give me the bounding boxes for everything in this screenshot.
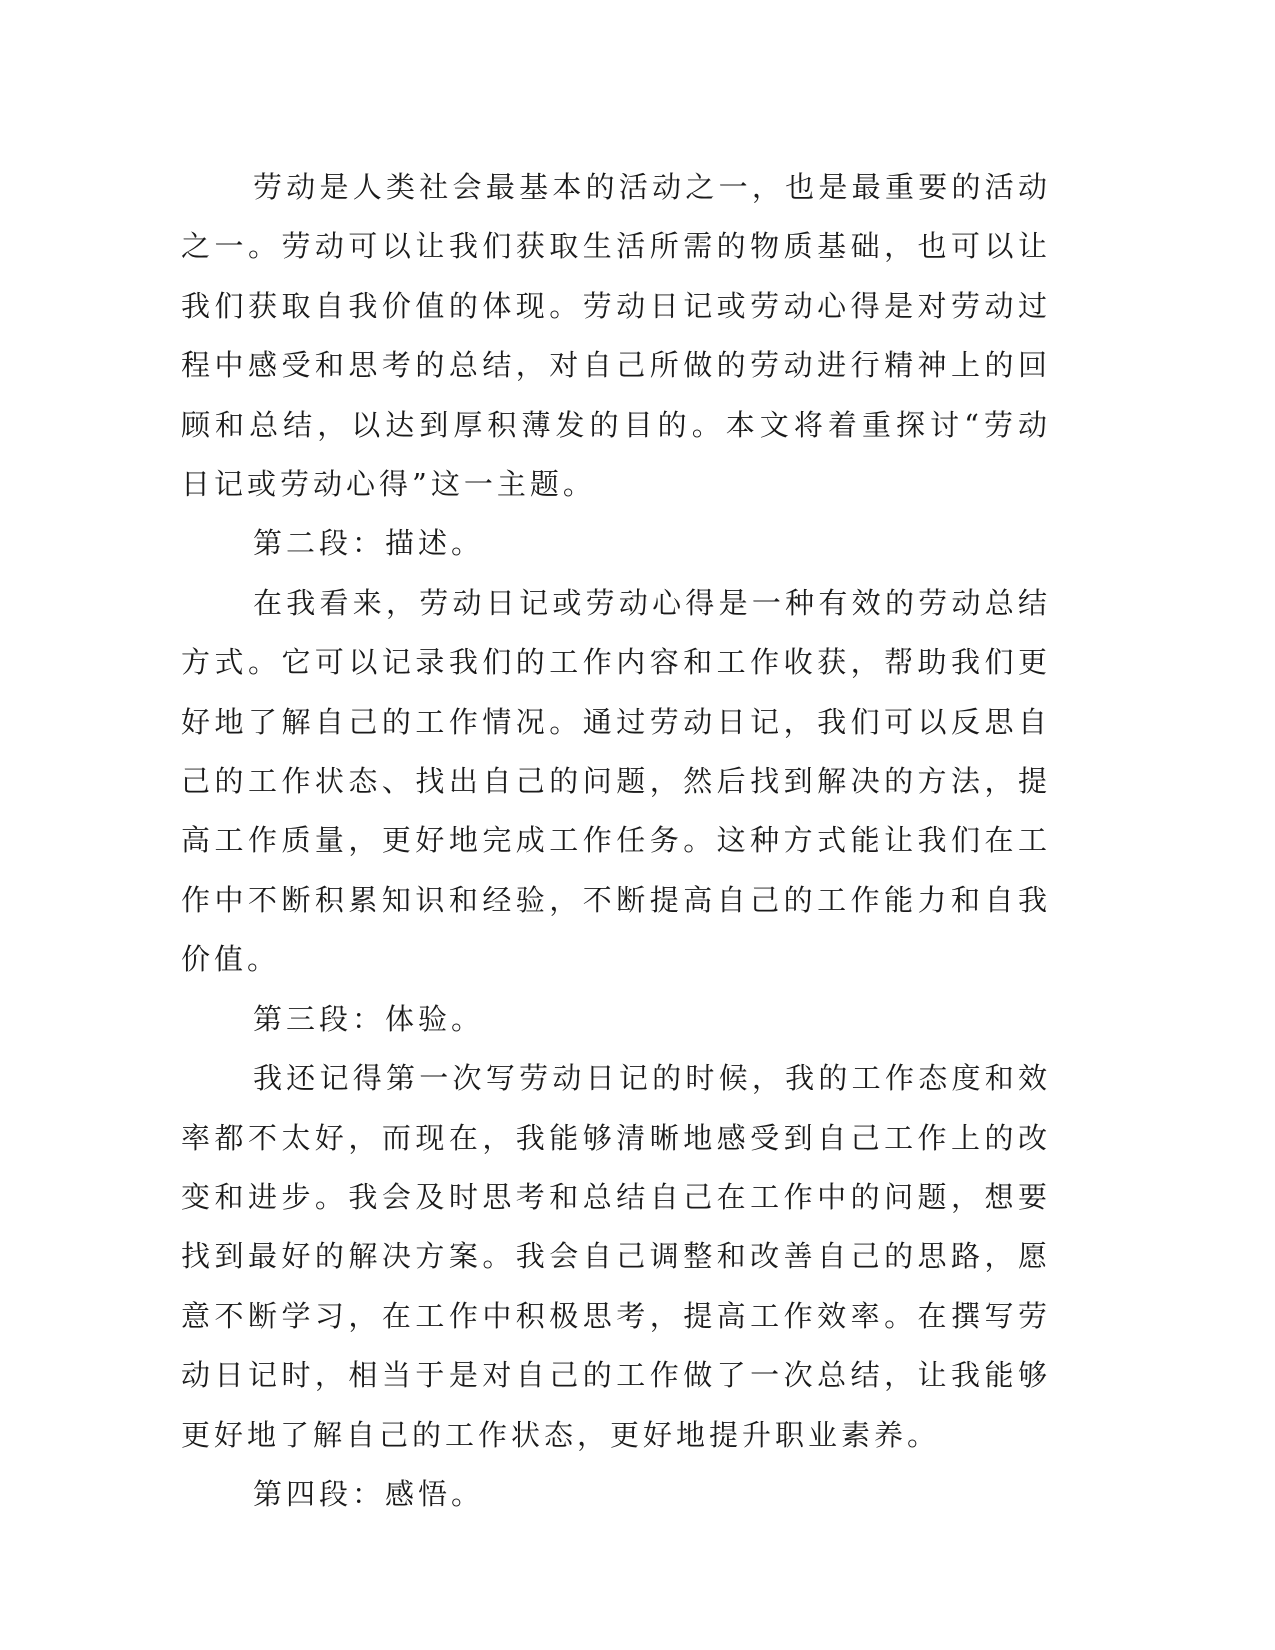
section-heading-4: 第四段：感悟。 (253, 1476, 485, 1511)
experience-paragraph: 我还记得第一次写劳动日记的时候，我的工作态度和效率都不太好，而现在，我能够清晰地感受到自己工作上的改变和进步。我会及时思考和总结自己在工作中的问题，想要找到最好的解决方案。我会自己调整和改善自己的思路，愿意不断学习，在工作中积极思考，提高工作效率。在撰写劳动日记时，相当于是对自己的工作做了一次总结，让我能够更好地了解自己的工作状态，更好地提升职业素养。 (181, 1061, 1051, 1452)
intro-paragraph: 劳动是人类社会最基本的活动之一，也是最重要的活动之一。劳动可以让我们获取生活所需的物质基础，也可以让我们获取自我价值的体现。劳动日记或劳动心得是对劳动过程中感受和思考的总结，对自己所做的劳动进行精神上的回顾和总结，以达到厚积薄发的目的。本文将着重探讨“劳动日记或劳动心得”这一主题。 (181, 170, 1051, 502)
section-heading-2: 第二段：描述。 (253, 526, 485, 561)
section-heading-3: 第三段：体验。 (253, 1001, 485, 1036)
document-body (181, 158, 1051, 1524)
description-paragraph: 在我看来，劳动日记或劳动心得是一种有效的劳动总结方式。它可以记录我们的工作内容和工作收获，帮助我们更好地了解自己的工作情况。通过劳动日记，我们可以反思自己的工作状态、找出自己的问题，然后找到解决的方法，提高工作质量，更好地完成工作任务。这种方式能让我们在工作中不断积累知识和经验，不断提高自己的工作能力和自我价值。 (181, 585, 1051, 977)
